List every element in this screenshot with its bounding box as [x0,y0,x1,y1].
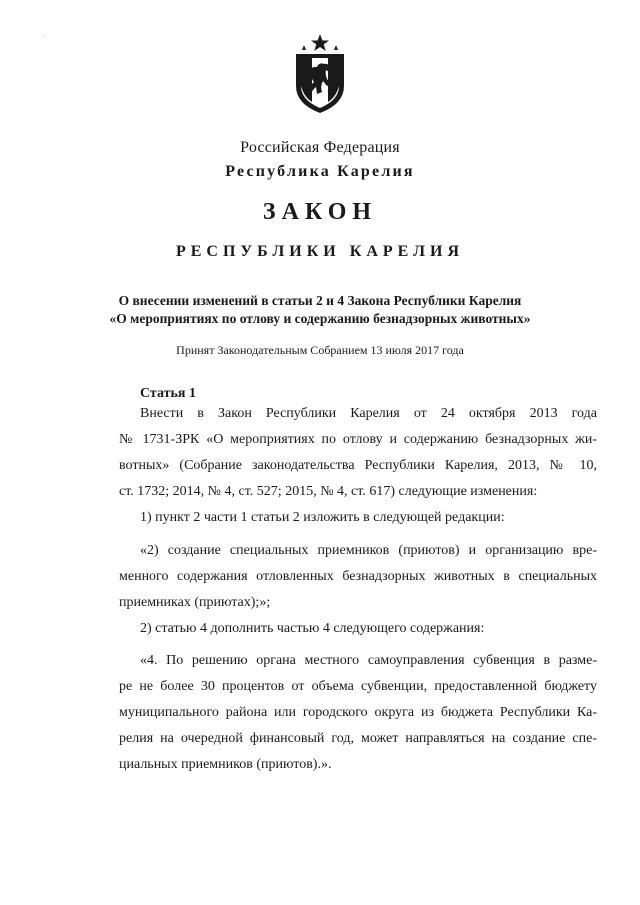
paragraph-line: вотных» (Собрание законодательства Республики Карелия, 2013, № 10, [119,458,597,473]
coat-of-arms-icon [290,34,350,114]
paragraph-line: 2) статью 4 дополнить частью 4 следующего содержания: [140,621,485,636]
paragraph-line: «2) создание специальных приемников (приютов) и организацию вре- [140,543,597,558]
law-title-line-1: О внесении изменений в статьи 2 и 4 Закона Республики Карелия [118,293,522,308]
article-heading: Статья 1 [140,386,196,401]
paragraph-line: приемниках (приютах);»; [119,595,271,610]
paragraph-line: 1) пункт 2 части 1 статьи 2 изложить в следующей редакции: [140,510,505,525]
republic-name: Республика Карелия [225,163,415,180]
paragraph-line: ст. 1732; 2014, № 4, ст. 527; 2015, № 4, ст. 617) следующие изменения: [119,484,538,499]
paragraph-line: циальных приемников (приютов).». [119,757,332,772]
paragraph-line: № 1731-ЗРК «О мероприятиях по отлову и содержанию безнадзорных жи- [119,432,597,447]
paragraph-line: релия на очередной финансовый год, может направляться на создание спе- [119,731,597,746]
paragraph-line: менного содержания отловленных безнадзорных животных в специальных [119,569,597,584]
document-type: ЗАКОН [262,199,378,225]
paragraph-line: муниципального района или городского округа из бюджета Республики Ка- [119,705,597,720]
paragraph-line: Внести в Закон Республики Карелия от 24 октября 2013 года [140,406,597,421]
adoption-note: Принят Законодательным Собранием 13 июля 2017 года [176,343,464,357]
paragraph-line: «4. По решению органа местного самоуправления субвенция в разме- [140,653,597,668]
paragraph-line: ре не более 30 процентов от объема субвенции, предоставленной бюджету [119,679,597,694]
country-name: Российская Федерация [240,139,400,156]
scan-dot [43,36,44,37]
law-title-line-2: «О мероприятиях по отлову и содержанию безнадзорных животных» [109,311,531,326]
document-issuer: РЕСПУБЛИКИ КАРЕЛИЯ [175,243,465,260]
